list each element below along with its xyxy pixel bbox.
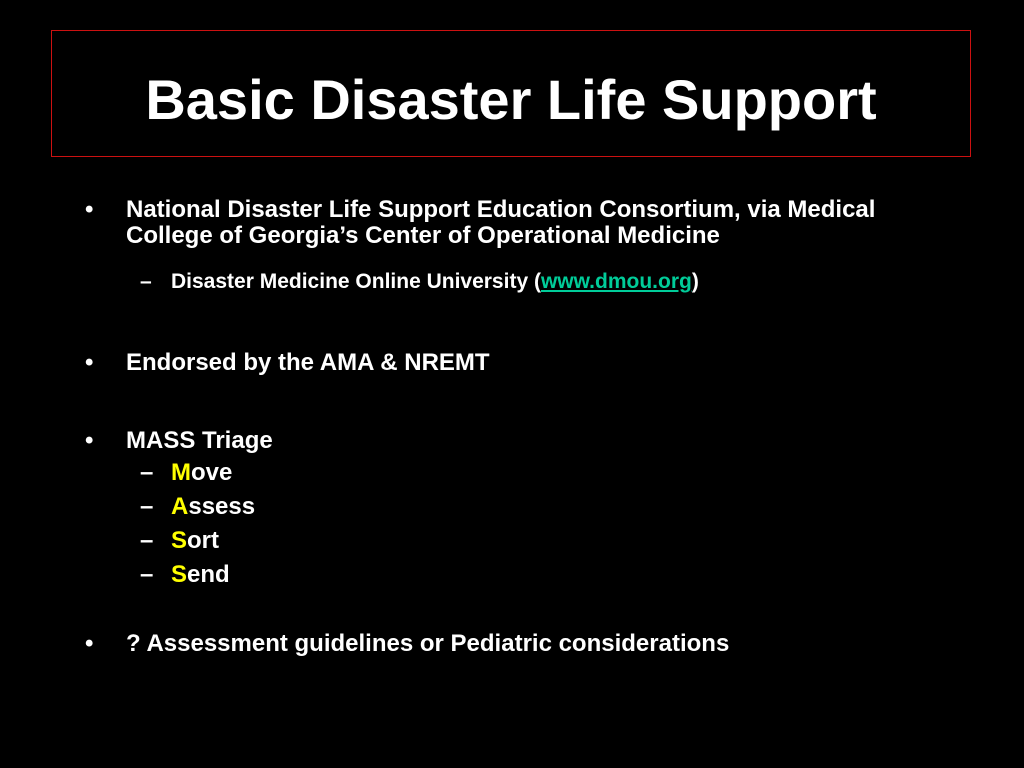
sub-bullet-dmou (85, 269, 965, 295)
dmou-link[interactable]: www.dmou.org (540, 270, 692, 293)
sub-bullet-move (85, 456, 965, 490)
initial-letter: A (171, 493, 189, 520)
bullet-icon: • (85, 427, 94, 454)
dash-icon: – (140, 561, 154, 588)
dash-icon: – (140, 527, 154, 554)
bullet-assessment (85, 631, 965, 657)
bullet-consortium (85, 197, 965, 249)
word-rest: end (187, 561, 230, 588)
initial-letter: M (171, 459, 191, 486)
title-box (51, 30, 971, 157)
bullet-icon: • (85, 196, 94, 223)
initial-letter: S (171, 561, 188, 588)
slide-content (85, 197, 965, 657)
sub-bullet-send (85, 558, 965, 592)
word-rest: ssess (188, 493, 256, 520)
bullet-mass-triage (85, 428, 965, 454)
bullet-endorsed (85, 350, 965, 376)
bullet-text: Endorsed by the AMA & NREMT (126, 349, 490, 376)
slide-title: Basic Disaster Life Support (145, 68, 877, 131)
word-rest: ove (191, 459, 233, 486)
sub-bullet-text-after: ) (691, 270, 699, 293)
word-rest: ort (187, 527, 220, 554)
initial-letter: S (171, 527, 188, 554)
bullet-text: MASS Triage (126, 427, 273, 454)
sub-bullet-text-before: Disaster Medicine Online University ( (171, 270, 541, 293)
sub-bullet-sort (85, 524, 965, 558)
dash-icon: – (140, 270, 152, 293)
bullet-icon: • (85, 630, 94, 657)
dash-icon: – (140, 493, 154, 520)
bullet-text: ? Assessment guidelines or Pediatric considerations (126, 630, 730, 657)
dash-icon: – (140, 459, 154, 486)
bullet-text: National Disaster Life Support Education Consortium, via Medical College of Georgia’s Center of Operational Medicine (126, 196, 876, 249)
bullet-icon: • (85, 349, 94, 376)
sub-bullet-assess (85, 490, 965, 524)
